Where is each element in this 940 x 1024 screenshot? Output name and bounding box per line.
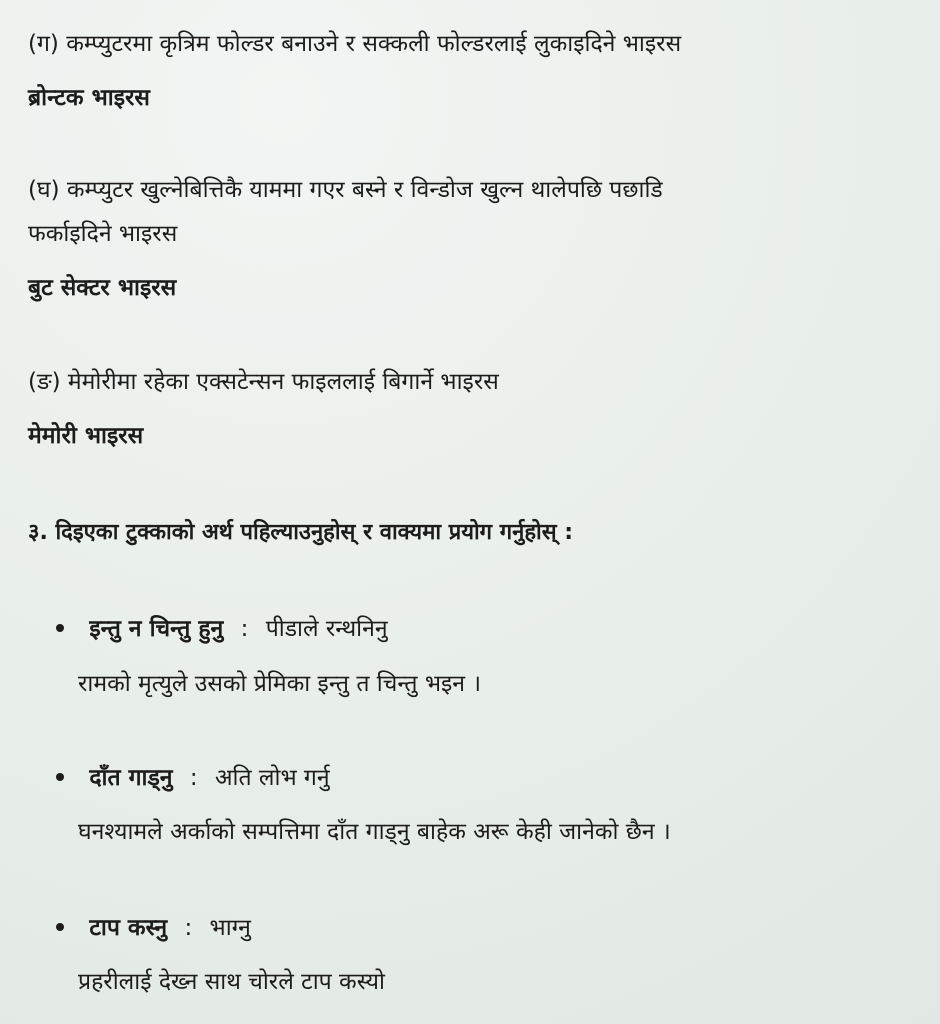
question-nga: (ङ) मेमोरीमा रहेका एक्सटेन्सन फाइललाई बिगार्ने भाइरस <box>28 369 499 395</box>
answer-gh: बुट सेक्टर भाइरस <box>28 275 177 301</box>
idiom-term: टाप कस्नु <box>89 915 168 941</box>
idiom-meaning: पीडाले रन्थनिनु <box>265 616 388 642</box>
idiom-row-3 <box>56 906 251 950</box>
idiom-separator: : <box>189 765 198 791</box>
bullet-icon <box>56 923 64 931</box>
idiom-separator: : <box>240 616 249 642</box>
answer-nga: मेमोरी भाइरस <box>28 423 144 449</box>
idiom-row-1 <box>56 607 388 651</box>
question-gh-line2: फर्काइदिने भाइरस <box>28 221 178 247</box>
idiom-row-2 <box>56 756 330 800</box>
idiom-example-3: प्रहरीलाई देख्न साथ चोरले टाप कस्यो <box>78 969 385 995</box>
idiom-separator: : <box>184 915 193 941</box>
bullet-icon <box>56 624 64 632</box>
answer-g: ब्रोन्टक भाइरस <box>28 85 150 111</box>
idiom-example-1: रामको मृत्युले उसको प्रेमिका इन्तु त चिन्तु भइन । <box>78 671 482 697</box>
question-g: (ग) कम्प्युटरमा कृत्रिम फोल्डर बनाउने र सक्कली फोल्डरलाई लुकाइदिने भाइरस <box>28 31 682 57</box>
idiom-term: दाँत गाड्नु <box>89 765 173 791</box>
question-gh-line1: (घ) कम्प्युटर खुल्नेबित्तिकै याममा गएर बस्ने र विन्डोज खुल्न थालेपछि पछाडि <box>28 177 663 203</box>
idiom-term: इन्तु न चिन्तु हुनु <box>89 616 224 642</box>
bullet-icon <box>56 773 64 781</box>
section-heading: ३. दिइएका टुक्काको अर्थ पहिल्याउनुहोस् र वाक्यमा प्रयोग गर्नुहोस् : <box>28 520 574 545</box>
idiom-example-2: घनश्यामले अर्काको सम्पत्तिमा दाँत गाड्नु बाहेक अरू केही जानेको छैन । <box>78 819 671 845</box>
idiom-meaning: भाग्नु <box>209 915 251 941</box>
idiom-meaning: अति लोभ गर्नु <box>214 765 330 791</box>
